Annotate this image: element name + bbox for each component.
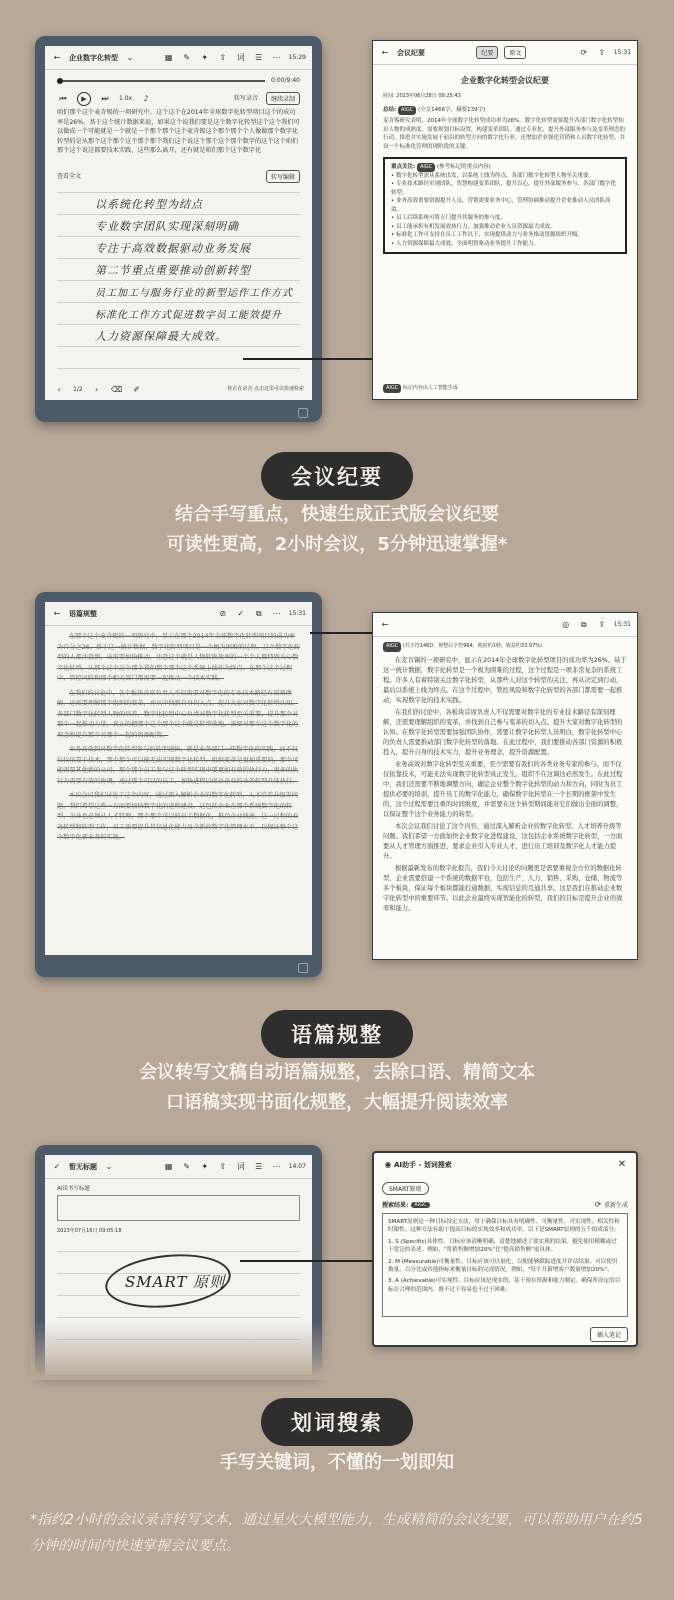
- handwriting-line: 以系统化转型为结点: [95, 198, 203, 211]
- handwriting-line: 专业数字团队实现深刻明确: [95, 220, 239, 233]
- status-time: 15:31: [613, 49, 632, 56]
- chevron-down-icon[interactable]: ⌄: [105, 1162, 113, 1171]
- copy-icon[interactable]: ⧉: [255, 608, 262, 618]
- device-text-normalize: [35, 592, 322, 977]
- minutes-meta: 时间: 2023年06月28日 09:25:43: [383, 93, 461, 99]
- handwriting-keyword: SMART 原则: [125, 1273, 226, 1291]
- regenerate-button[interactable]: 重新生成: [603, 1202, 628, 1209]
- regenerate-icon[interactable]: ⟳: [580, 48, 588, 57]
- paragraph: 业务高效到对数字化转型参与的转型越快，就是业务部门一些数字化的实践，而不仅仅仅依靠于技术，那个那个可以能无法实现数字化转型，组织变革是更加重要的，那个可能需要其他新的公司，那个那个员工参与这个转型实现中要更加有效的执行力，更多的执行力需要有效的协调，通过那个可以的员工，加快进程以保证企业的业务转型具体执行。: [57, 746, 299, 785]
- aigc-badge: AIGC: [411, 1202, 429, 1208]
- use-new-icon[interactable]: ✓: [237, 609, 245, 618]
- feature-caption: 结合手写重点，快速生成正式版会议纪要 可读性更高，2小时会议，5分钟迅速掌握*: [166, 504, 508, 555]
- more-icon[interactable]: ⋯: [272, 609, 281, 618]
- paragraph: 在我们的讨论中，各板块首席负责人不仅需要对数字化的专业技术路径有深刻理解，还需要理解组织的变革，并找到自己参与变革的切入点。提升大家对数字化转型的认知。在数字化转型需要加强团队协作，需要让数字化转型人员明白，数字化转型中心的负责人需要推动部门数字化转型的落地。在此过程中，我们要推动各部门资源的积极投入，提升自身的技术实力，提升业务理念，提升资源配置。: [383, 708, 623, 756]
- view-icon[interactable]: ▦: [164, 1162, 173, 1171]
- note-icon[interactable]: ✎: [183, 1162, 191, 1171]
- copy-icon[interactable]: ⧉: [580, 619, 587, 629]
- tab-original[interactable]: 原文: [504, 46, 526, 59]
- device-fade: [30, 1320, 330, 1380]
- result-item: 2. M (Measurable)可衡量性。目标应该可以量化，以便能够跟踪进度并评估结果。可以使用数量、百分比或其他指标来衡量目标的完成情况。例如，"每个月新增客户数量增加20%"。: [388, 1258, 618, 1274]
- device-title[interactable]: 暂无标题: [69, 1162, 97, 1171]
- focus-label: 重点关注:: [391, 164, 416, 170]
- feature-pill-normalize: 语篇规整: [261, 1010, 413, 1058]
- back-icon[interactable]: ←: [381, 48, 389, 57]
- chevron-down-icon[interactable]: ⌄: [126, 53, 134, 62]
- audio-time: 0:00/9:40: [271, 77, 300, 84]
- feature-caption: 会议转写文稿自动语篇规整，去除口语、精简文本 口语稿实现书面化规整，大幅提升阅读效率: [139, 1062, 535, 1113]
- keyword-chip[interactable]: SMART原则: [382, 1182, 429, 1195]
- toc-icon[interactable]: ☰: [255, 53, 263, 62]
- toc-icon[interactable]: ☰: [255, 1162, 263, 1171]
- transcribe-label[interactable]: 转写录音: [233, 94, 258, 102]
- panel-title: AI助手 - 划词搜索: [394, 1160, 452, 1169]
- handwriting-line: 第二节重点重要推动创新转型: [95, 264, 251, 277]
- result-label: 搜索结果:: [382, 1202, 409, 1209]
- panel-footer: [383, 384, 458, 394]
- share-icon[interactable]: ⇪: [219, 53, 227, 62]
- normalized-body: [383, 656, 627, 956]
- device-button: [298, 963, 308, 973]
- transcript-body: [57, 632, 300, 947]
- close-icon[interactable]: ✕: [617, 1159, 627, 1170]
- paragraph: 在那个这个麦肯锡的一项研究中，显示在那个2014年全球数字化转型项目的成功率为百分之26。基于这一统计数据，数字化转型项目是一个极为困难的过程。这个数字化转型的人都注意到，该需要加快推动，注意这个就是人物转换效率的一个个人都特别关心数字化转型，从那个这个这个那个我们那个那个这个系统上线作为终点。在那个这个过程中，管控风险和那个相关部门都需要一起推动一个技术实践。: [57, 633, 300, 682]
- next-page-icon[interactable]: ›: [95, 384, 99, 394]
- view-fulltext-link[interactable]: 查看全文: [57, 172, 82, 180]
- back-icon[interactable]: ←: [381, 620, 389, 629]
- device-topbar: [45, 1155, 312, 1179]
- eraser-icon[interactable]: ⌫: [111, 384, 123, 394]
- ai-assistant-icon: ◉: [384, 1160, 392, 1169]
- insert-note-button[interactable]: 插入笔记: [590, 1327, 628, 1342]
- panel-header: [374, 1153, 636, 1176]
- panel-topbar: [373, 41, 637, 65]
- feature-pill-minutes: 会议纪要: [261, 452, 413, 500]
- focus-box: [383, 157, 627, 254]
- panel-title: 会议纪要: [397, 48, 425, 57]
- audio-player: [57, 76, 300, 106]
- paragraph: 根据最新发布的数字化报告，我们今天讨论的问题更是需要重视全方位的数据化转型，企业需要搭建一个系统的数据平台，包括生产、人力、销售、采购、仓储、物流等多个板块，保证每个板块都能打通数据，实现信息的互通共享。这是我们在推动企业数字化转型中的重要环节。以此企业最终实现智能化的转型，我们的目标是提升企业的效率和能力。: [383, 864, 623, 912]
- handwriting-line: 专注于高效数据驱动业务发展: [95, 242, 251, 255]
- pen-icon[interactable]: ✐: [133, 384, 140, 394]
- connector-line: [310, 632, 374, 634]
- device-topbar: [45, 602, 312, 626]
- status-time: 14:07: [288, 1163, 306, 1170]
- status-time: 15:29: [288, 54, 306, 61]
- result-intro: SMART原则是一种目标设定方法，用于确保目标具有明确性、可衡量性、可实现性、相关性和时限性。这种方法有助于提高目标的实现效率和成功率。以下是SMART原则的五个组成部分：: [388, 1219, 620, 1234]
- normalized-panel: [372, 612, 638, 960]
- device-meeting-minutes: [35, 36, 322, 422]
- ai-icon[interactable]: ✦: [201, 53, 209, 62]
- handwriting-line: 人力资源保障最大成效。: [95, 330, 227, 343]
- device-footer: [53, 385, 304, 395]
- transcript-edit-button[interactable]: 转写编辑: [266, 170, 300, 183]
- summary-count: (全文1466字，摘要139字): [417, 106, 486, 113]
- minutes-panel: [372, 40, 638, 400]
- focus-bullet: • 人力资源保障最大成效，全面明智驱动业务提升工作能力。: [391, 240, 540, 247]
- focus-bullet: • 标准化工作可支持在员工工作以下，实现提供动力与业务推动资源组织升级。: [391, 232, 584, 238]
- result-item: 3. A (Achievable)可实现性。目标应该是现实的，基于现有资源和能力制定。确保所设定的目标在合理的范围内，既不过于容易也不过于困难。: [388, 1278, 621, 1293]
- summary-label: 总结:: [383, 106, 397, 113]
- note-date: 2023年07月16日 09:05:18: [57, 1228, 122, 1234]
- check-icon[interactable]: ✓: [53, 1162, 61, 1171]
- share-icon[interactable]: ⇪: [598, 48, 606, 57]
- prev-page-icon[interactable]: ‹: [57, 384, 61, 394]
- aigc-badge: AIGC: [383, 384, 401, 394]
- summary-text: 麦肯锡研究表明，2014年全球数字化转型成功率为26%。数字化转型需要提升各部门数字化转型知识人物的成熟度，需要规划目标设置，构建变革团队。通过专业化、提升外部服务参与及变革理念的行动，推进并实施发展于前沿的转型方向的数字化行业，还增加企业强化营销和人员数字化转型，并设一个标准化管理的现阶段的关键。: [383, 118, 626, 150]
- dictionary-icon[interactable]: 词: [236, 53, 245, 62]
- result-header: [382, 1200, 628, 1209]
- device-screen: [45, 602, 312, 955]
- paragraph: 本次会议我们讨论了这个内容，通过深入解析企业的数字化转型，人才培养升级等问题。我们希望这些一方面要加快数字化的进程建设，这包括企业在那个系统数字化的转型，企业也必须从人才管理，那个那个可以的员工数据化，推动企业快速，这一过程的业务转型和转型工作，员工需要提升其信息化能力及全新的数字化管理水平，以保证整个这个数字化新业务的实现。: [57, 792, 299, 841]
- page-indicator: 1/2: [73, 385, 83, 393]
- feature-caption: 手写关键词，不懂的一划即知: [220, 1452, 454, 1473]
- forward-icon[interactable]: ⏭: [101, 93, 109, 103]
- normalize-meta: (共字符146D，规整后字符964，耗时约1秒，收益约33.97%): [402, 643, 542, 649]
- focus-bullet: • 员工能承担有机发展效执行力，加强推动企业人员资源最大成效。: [391, 223, 556, 230]
- share-icon[interactable]: ⇪: [598, 620, 606, 629]
- paragraph: 在我们的讨论中，各个板块首席负责人不仅需要对数字化的专业技术路径有深刻理解，还需要理解那个组织的变革，并从中找到自身切入点。提升大家对数字化转型认知。各部门数字化转型人物的培养，数字化转型中心负责对数字化转型至关重要，提升那个对那个一起推动力量，真正的把那个这个那个这个就是转型落地，需要对那个这个数字化的理念和提升那个对那个一起的资源配置。: [57, 689, 299, 739]
- device-screen: [45, 46, 312, 400]
- note-title-label: AI读书写标题: [57, 1186, 90, 1192]
- back-icon[interactable]: ←: [53, 609, 61, 618]
- result-box: [382, 1213, 628, 1317]
- device-title: 语篇规整: [69, 609, 97, 618]
- speed-button[interactable]: 1.0x: [119, 94, 133, 102]
- hide-original-icon[interactable]: ⊘: [219, 609, 227, 618]
- aigc-badge: AIGC: [417, 163, 435, 172]
- paragraph: 业务高效对数字化转型至关重要，至少需要有我们的各类业务专家的参与。而不仅仅依靠技术，可能无法实现数字化转型真正发生。组织不在这调这必然发生。在此过程中，我们还需要不断地调整方向，确定企业整个数字化转型的动力和方向，同时为员工提供必要的培训，提升员工的数字化能力，确保数字化转型在一个长期的框架中发生的，这个过程需要注重的时间维度，并需要在这个转型期间能对它们做出全面的调整，以保证整个这个业务能力的转型。: [383, 760, 623, 818]
- status-time: 15:31: [288, 610, 306, 617]
- continue-record-button[interactable]: 继续录制: [266, 92, 300, 105]
- show-original-icon[interactable]: ◎: [562, 620, 570, 629]
- play-icon[interactable]: ▶: [77, 92, 91, 106]
- status-time: 15:31: [613, 621, 631, 628]
- feature-pill-search: 划词搜索: [261, 1398, 413, 1446]
- rewind-icon[interactable]: ⏮: [59, 93, 67, 103]
- focus-bullet: • 员工后续系统可将专门提升其服务的参与度。: [391, 215, 507, 221]
- device-title[interactable]: 企业数字化转型: [69, 53, 118, 62]
- focus-bullet: • 数字化转型需从系统出发，以系统上线为终点，各部门数字化转型人物至关重要。: [391, 172, 595, 179]
- paragraph: 在麦肯锡的一项研究中，显示在2014年全球数字化转型项目的成功率为26%。基于这一统计数据，数字化转型是一个极为困难的过程，这个过程是一项非常复杂的系统工程。许多人有着特别关注数字化转型，从那些人对这个转型的关注，再从决定到行动，最后以系统上线为终点。在这个过程中，管控风险和数字化转型的各部门都需要一起推动，实现数字化的技术实践。: [383, 656, 627, 704]
- footnote: *指约2小时的会议录音转写文本，通过星火大模型能力，生成精简的会议纪要，可以帮助用户在约5分钟的时间内快速掌握会议要点。: [30, 1512, 643, 1554]
- audio-progress-bar[interactable]: [57, 80, 265, 82]
- ai-icon[interactable]: ✦: [201, 1162, 209, 1171]
- focus-bullet: • 专业技术路径实现团队，智慧构建变革团队，提升以心，提升外部服务参与，各部门数字化转型。: [391, 181, 617, 196]
- tab-minutes[interactable]: 纪要: [476, 46, 498, 59]
- recording-hint: 你正在录音 点击这里可以快速检索: [227, 385, 304, 392]
- back-icon[interactable]: ←: [53, 53, 61, 62]
- device-button: [298, 408, 308, 418]
- focus-note: (参考标记的重点内容): [436, 164, 491, 170]
- volume-icon[interactable]: ♪: [143, 94, 149, 103]
- editor-bar: [57, 170, 300, 183]
- aigc-disclaimer: 标记内容由人工智能生成: [402, 384, 458, 391]
- panel-topbar: [373, 613, 637, 637]
- view-icon[interactable]: ▦: [164, 53, 173, 62]
- focus-bullet: • 业务高效重要资源提升人员，营销需要业务中心，管理协调推动提升企业推动人员团队高效。: [391, 198, 611, 213]
- result-item: 1. S (Specific)具体性。目标应该清晰明确，清楚地描述了要实现的结果。避免使用模糊或过于宽泛的表述。例如，"将销售额增加20%"比"提高销售额"更具体。: [388, 1238, 617, 1254]
- paragraph: 本次会议我们讨论了这个内容，通过深入解析企业的数字化转型、人才培养升级等问题。我们希望一方面加快企业数字化进程建设，这包括企业系统数字化转型，一方面要从人才管理方面推进，要求企业引入专业人才，进行员工培训及数字化人才能力提升。: [383, 822, 623, 860]
- device-topbar: [45, 46, 312, 70]
- aigc-badge: AIGC: [398, 106, 416, 116]
- ai-search-panel: [372, 1151, 638, 1347]
- more-icon[interactable]: ⋯: [272, 53, 281, 62]
- handwriting-line: 标准化工作方式促进数字员工能效提升: [95, 310, 282, 321]
- dictionary-icon[interactable]: 词: [236, 1162, 245, 1171]
- transcript-text: 咱们那个这个麦肯锡的一项研究中，这个这个在2014年全球数字化转型项目这个的成功率是26%，基于这个统计数据来说，如果这个说我们要是这个数字化转型这个这个我们可以做成一个可能就是一个就是一个那个那个这个麦肯锡这个那个那个个人像做那个数字化转型的是从那个这个那个这个那个那个我们这个说这个那个这个那个数字的这个这个咱们那个这个说这都要技术实践，这些那么离开，还有就是咱们那个这个数字化: [57, 109, 300, 154]
- note-title-field[interactable]: [57, 1195, 300, 1221]
- regenerate-icon[interactable]: ⟳: [594, 1200, 602, 1209]
- share-icon[interactable]: ⇪: [219, 1162, 227, 1171]
- normalize-meta-row: [383, 642, 627, 652]
- minutes-heading: 企业数字化转型会议纪要: [461, 76, 549, 85]
- connector-line: [240, 1260, 374, 1262]
- note-icon[interactable]: ✎: [183, 53, 191, 62]
- handwriting-line: 员工加工与服务行业的新型运作工作方式: [95, 288, 293, 299]
- more-icon[interactable]: ⋯: [272, 1162, 281, 1171]
- aigc-badge: AIGC: [383, 642, 401, 652]
